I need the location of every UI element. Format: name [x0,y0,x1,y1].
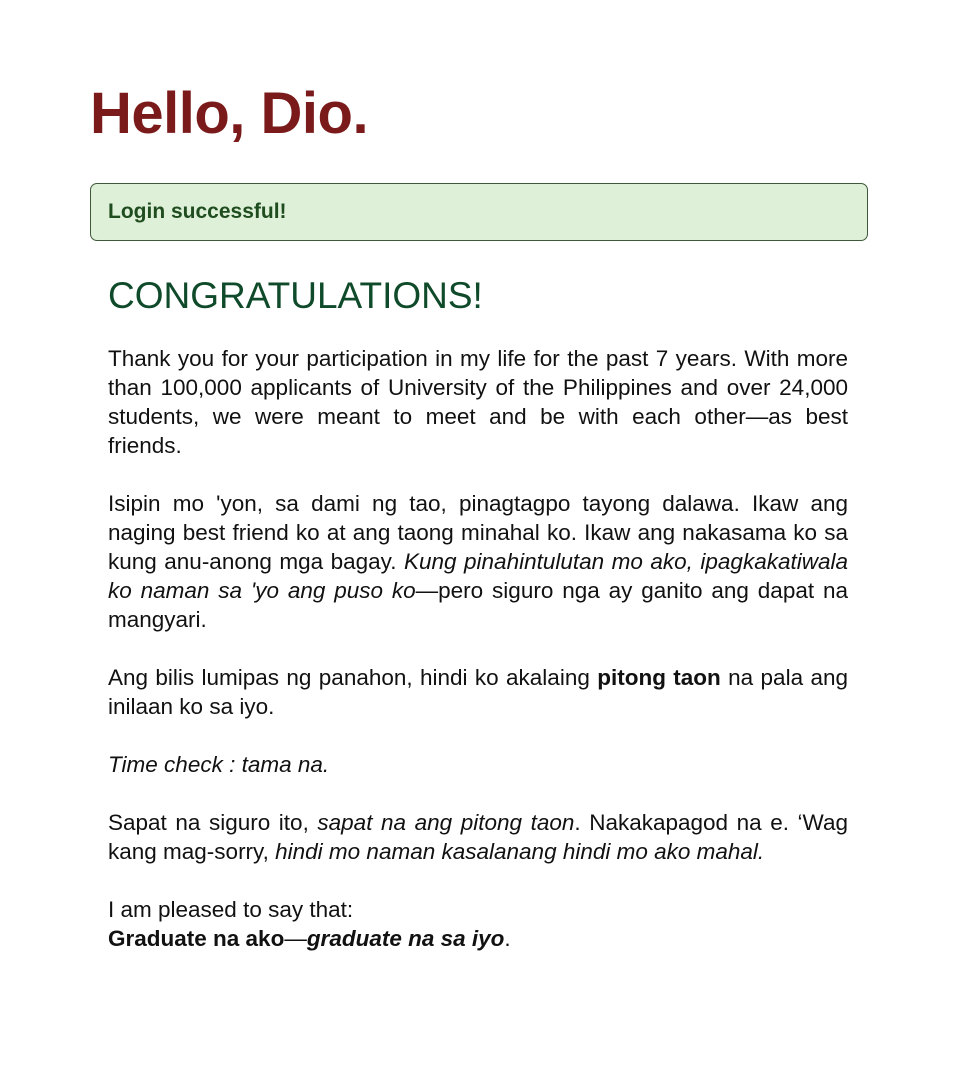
graduate-bold-italic-wrap [307,926,505,951]
paragraph-3-text: Ang bilis lumipas ng panahon, hindi ko akalaing [108,665,598,690]
alert-message: Login successful! [108,200,287,223]
graduate-dash: — [284,926,307,951]
paragraph-5-text: Sapat na siguro ito, [108,810,318,835]
graduate-line [108,926,511,951]
letter-heading: CONGRATULATIONS! [108,275,483,316]
paragraph-2-text: Isipin mo 'yon, sa dami ng tao, pinagtagpo tayong dalawa. Ikaw ang naging best friend ko at ang taong minahal ko. Ikaw ang nakasama ko sa kung anu-anong mga bagay. [108,491,848,574]
graduate-bold: Graduate na ako [108,926,285,951]
paragraph-3-bold: pitong taon [597,665,721,690]
paragraph-5-middle: . Nakakapagod na e. ‘Wag kang mag-sorry, [108,810,848,864]
paragraph-3 [108,663,848,721]
paragraph-2 [108,489,848,634]
paragraph-3-tail: na pala ang inilaan ko sa iyo. [108,665,848,719]
login-success-alert [90,183,868,241]
paragraph-2-tail: —pero siguro nga ay ganito ang dapat na mangyari. [108,578,848,632]
paragraph-5 [108,808,848,866]
paragraph-6 [108,895,848,953]
time-check-text: Time check : tama na. [108,752,330,777]
graduate-bold-italic: graduate na sa iyo [306,926,505,951]
pleased-line: I am pleased to say that: [108,897,354,922]
paragraph-1: Thank you for your participation in my life for the past 7 years. With more than 100,000 applicants of University of the Philippines and over 24,000 students, we were meant to meet and be with each other—as best friends. [108,346,848,458]
letter-content [108,272,848,953]
greeting-title: Hello, Dio. [90,81,369,146]
graduate-period: . [504,926,511,951]
paragraph-5-italic: sapat na ang pitong taon [317,810,575,835]
paragraph-4 [108,750,848,779]
paragraph-2-italic: Kung pinahintulutan mo ako, ipagkakatiwala ko naman sa 'yo ang puso ko [108,549,848,603]
paragraph-5-italic-end: hindi mo naman kasalanang hindi mo ako mahal. [275,839,765,864]
